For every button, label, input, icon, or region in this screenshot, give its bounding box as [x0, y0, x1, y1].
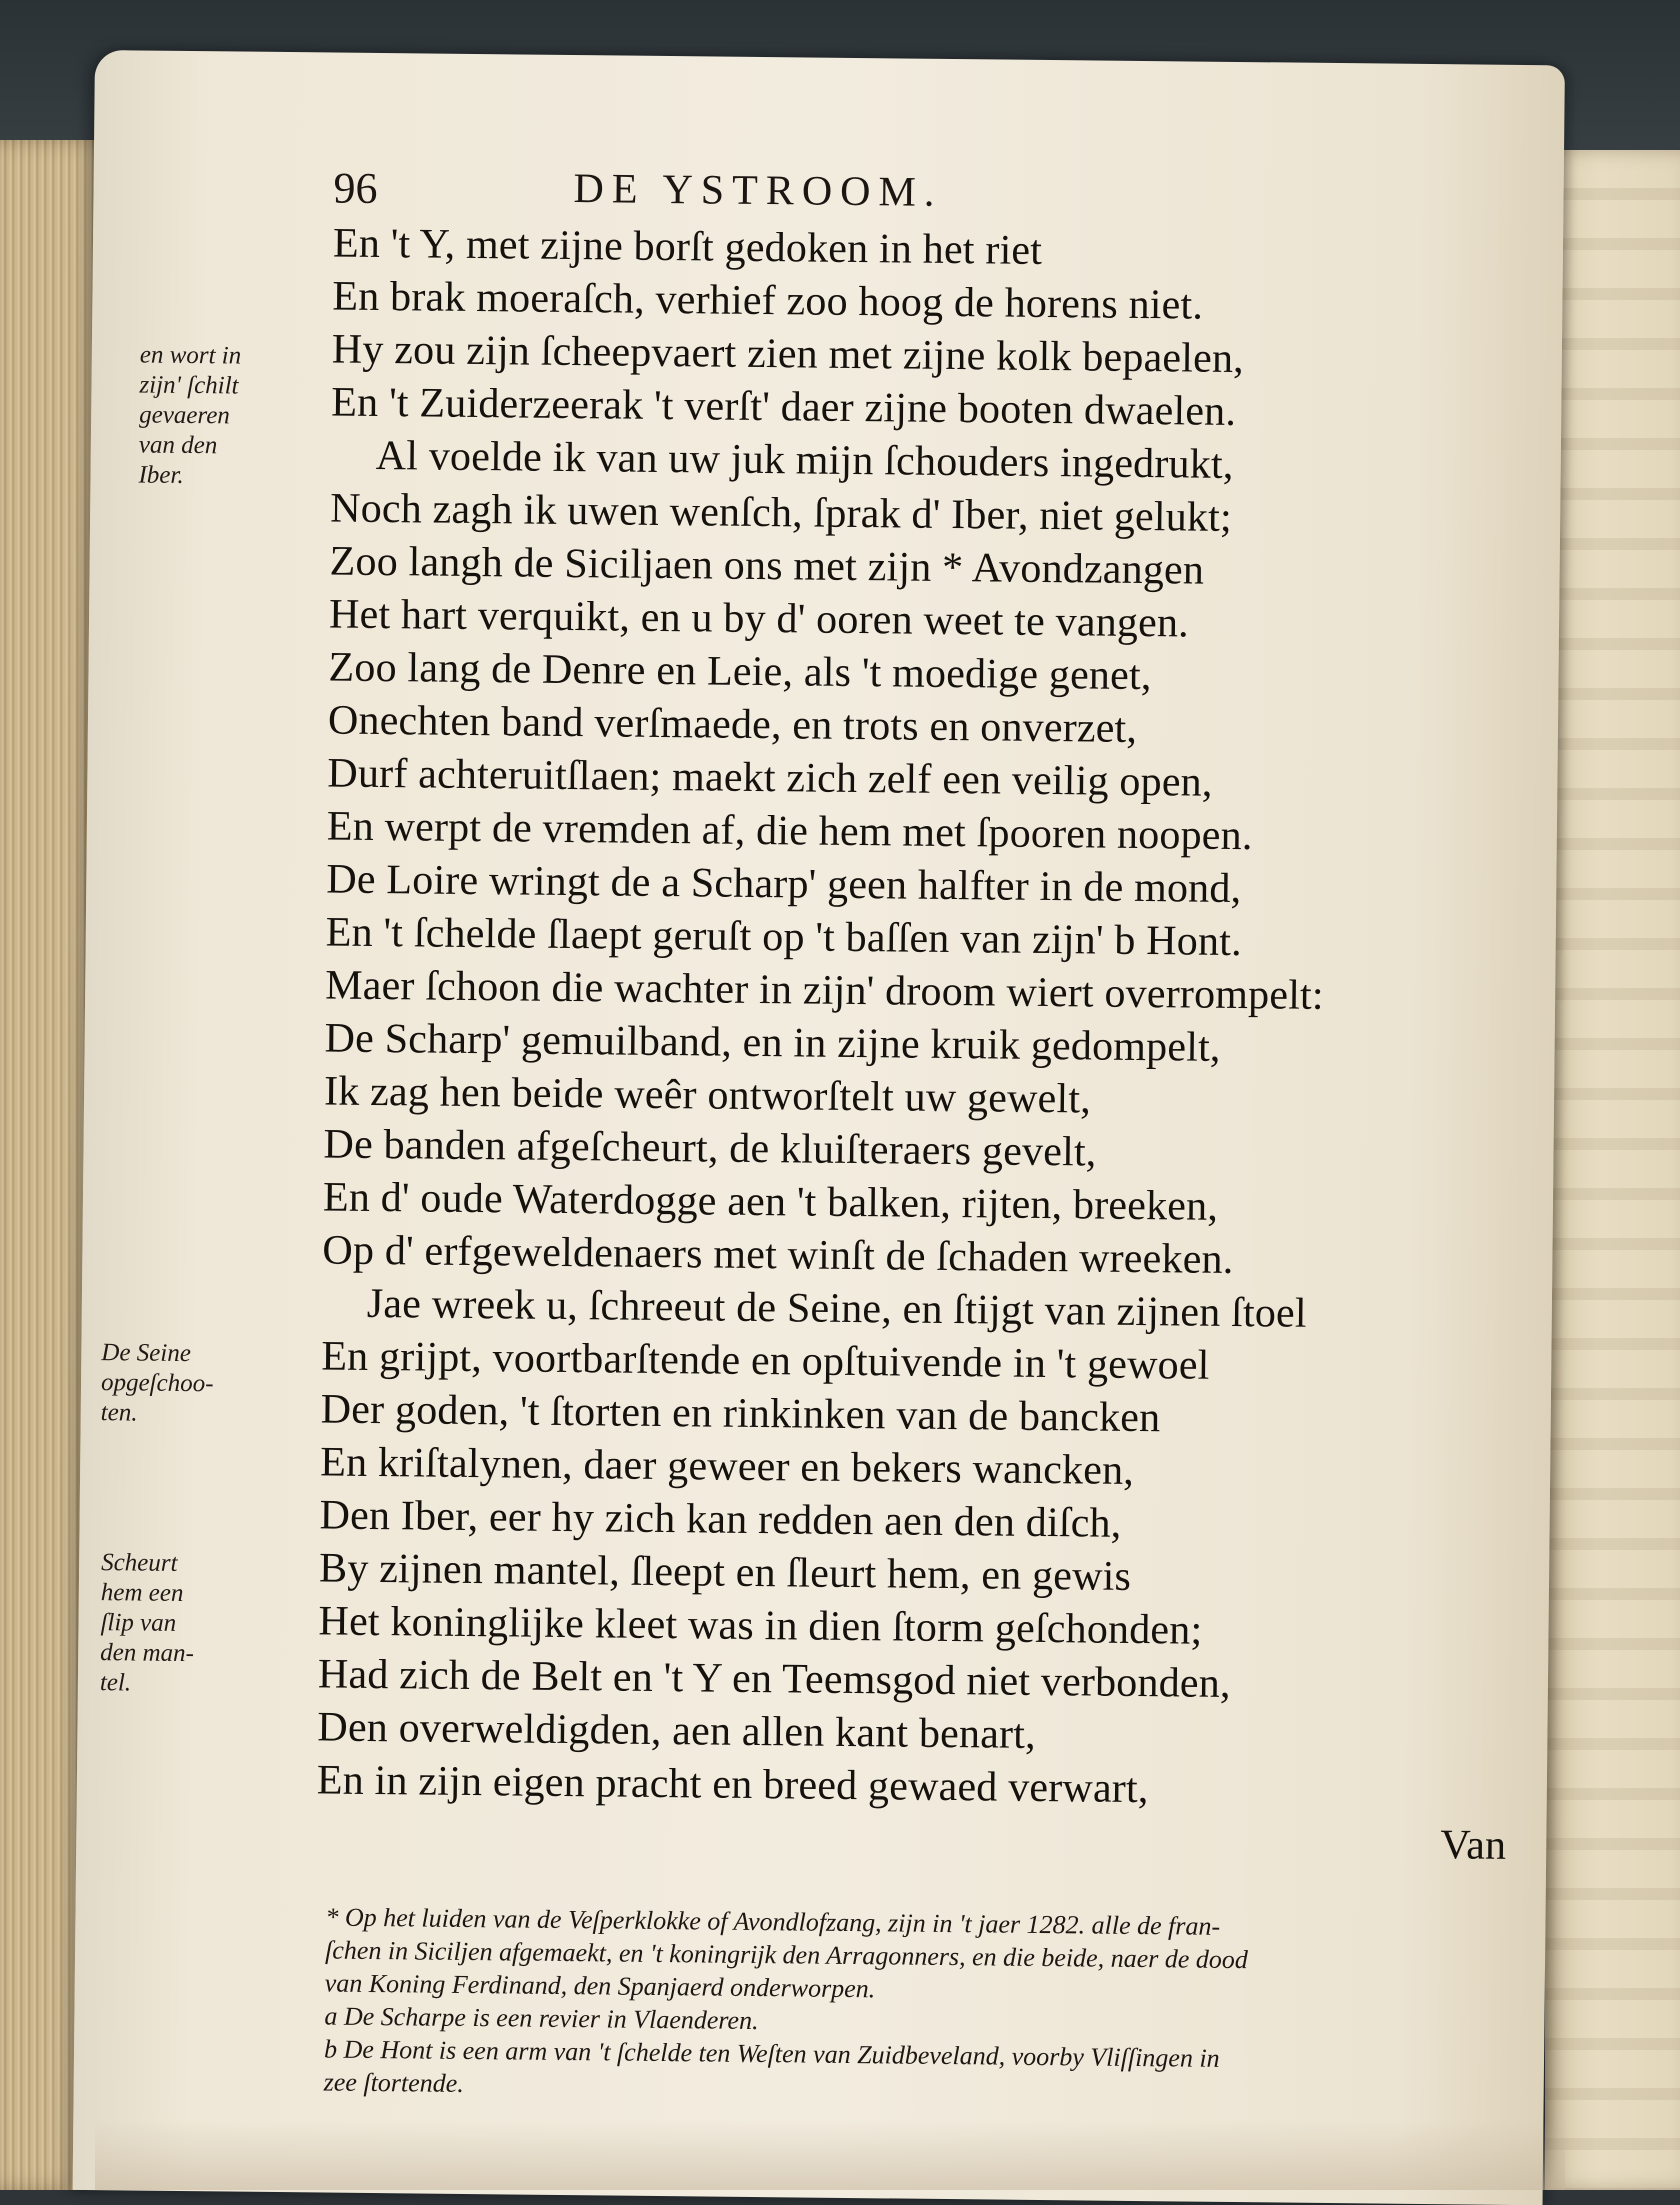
verse-line: Op d' erfgeweldenaers met winſt de ſchaden wreeken. [322, 1227, 1234, 1283]
verse-line: Hy zou zijn ſcheepvaert zien met zijne kolk bepaelen, [331, 326, 1245, 383]
facing-page [1545, 150, 1680, 2190]
verse-line: En grijpt, voortbarſtende en opſtuivende in 't gewoel [321, 1333, 1210, 1389]
verse-line: Het hart verquikt, en u by d' ooren weet te vangen. [328, 591, 1190, 647]
footnote-line: a De Scharpe is een revier in Vlaenderen. [324, 2001, 759, 2036]
marginal-line: ten. [100, 1399, 138, 1427]
verse-line: Der goden, 't ſtorten en rinkinken van de bancken [320, 1386, 1161, 1442]
verse-line: Al voelde ik van uw juk mijn ſchouders ingedrukt, [375, 432, 1234, 488]
marginal-note-3 [100, 1548, 232, 1699]
marginal-line: en wort in [139, 341, 242, 370]
verse-line: Zoo lang de Denre en Leie, als 't moedige genet, [328, 644, 1152, 700]
verse-line: Den overweldigden, aen allen kant benart, [317, 1704, 1037, 1758]
marginal-line: hem een [100, 1579, 184, 1608]
marginal-line: Iber. [138, 461, 184, 489]
marginal-line: gevaeren [139, 401, 231, 430]
footnote-line: * Op het luiden van de Veſperklokke of Avondlofzang, zijn in 't jaer 1282. alle de fran- [325, 1902, 1221, 1941]
verse-line: En 't Zuiderzeerak 't verſt' daer zijne booten dwaelen. [331, 379, 1237, 435]
verse-line: En in zijn eigen pracht en breed gewaed verwart, [316, 1757, 1149, 1813]
verse-line: En kriſtalynen, daer geweer en bekers wancken, [319, 1439, 1135, 1494]
verse-line: De Scharp' gemuilband, en in zijne kruik gedompelt, [324, 1015, 1221, 1071]
verse-line: De banden afgeſcheurt, de kluiſteraers gevelt, [323, 1121, 1097, 1176]
verse-line: By zijnen mantel, ſleept en ſleurt hem, en gewis [318, 1545, 1132, 1600]
verse-line: Maer ſchoon die wachter in zijn' droom wiert overrompelt: [324, 962, 1325, 1019]
verse-line: En 't Y, met zijne borſt gedoken in het riet [332, 220, 1043, 274]
marginal-note-1 [138, 340, 270, 491]
verse-line: Noch zagh ik uwen wenſch, ſprak d' Iber, niet gelukt; [329, 485, 1233, 541]
verse-line: Het koninglijke kleet was in dien ſtorm geſchonden; [318, 1598, 1203, 1654]
verse-line: De Loire wringt de a Scharp' geen halfter in de mond, [326, 856, 1242, 913]
marginal-line: tel. [99, 1669, 132, 1697]
verse-line: Zoo langh de Siciljaen ons met zijn * Avondzangen [329, 538, 1205, 594]
footnote-line: ſchen in Siciljen afgemaekt, en 't koningrijk den Arragonners, en die beide, naer de dood [324, 1935, 1249, 1975]
marginal-line: opgeſchoo- [100, 1369, 214, 1398]
catchword: Van [1440, 1822, 1507, 1869]
verse-line: Den Iber, eer hy zich kan redden aen den diſch, [319, 1492, 1122, 1547]
book-page [73, 50, 1565, 2205]
footnote-line: van Koning Ferdinand, den Spanjaerd onderworpen. [324, 1968, 876, 2004]
page-bottom-shadow [95, 2120, 1565, 2190]
marginal-line: van den [138, 431, 218, 460]
marginal-line: ſlip van [100, 1609, 177, 1637]
footnote-line: zee ſtortende. [323, 2067, 464, 2098]
verse-line: En 't ſchelde ſlaept geruſt op 't baſſen van zijn' b Hont. [325, 909, 1243, 966]
marginal-note-2 [101, 1338, 232, 1429]
verse-line: Durf achteruitſlaen; maekt zich zelf een veilig open, [327, 750, 1213, 806]
verse-line: Ik zag hen beide weêr ontworſtelt uw gewelt, [323, 1068, 1092, 1123]
running-title: DE YSTROOM. [573, 166, 943, 216]
marginal-line: den man- [100, 1639, 195, 1668]
verse-line: En d' oude Waterdogge aen 't balken, rijten, breeken, [322, 1174, 1219, 1230]
verse-body [316, 218, 1543, 1874]
footnotes [324, 1901, 1526, 2112]
verse-line: Had zich de Belt en 't Y en Teemsgod niet verbonden, [317, 1651, 1231, 1707]
marginal-line: zijn' ſchilt [139, 371, 239, 400]
verse-line: En werpt de vremden af, die hem met ſpooren noopen. [326, 803, 1253, 860]
verse-line: Jae wreek u, ſchreeut de Seine, en ſtijgt van zijnen ſtoel [366, 1280, 1308, 1337]
show-through-text [1545, 150, 1680, 2190]
page-number: 96 [333, 163, 378, 213]
marginal-line: Scheurt [101, 1549, 178, 1577]
marginal-line: De Seine [101, 1339, 192, 1368]
verse-line: En brak moeraſch, verhief zoo hoog de horens niet. [332, 273, 1204, 329]
verse-line: Onechten band verſmaede, en trots en onverzet, [327, 697, 1138, 752]
footnote-line: b De Hont is een arm van 't ſchelde ten Weſten van Zuidbeveland, voorby Vliſſingen in [323, 2034, 1220, 2073]
